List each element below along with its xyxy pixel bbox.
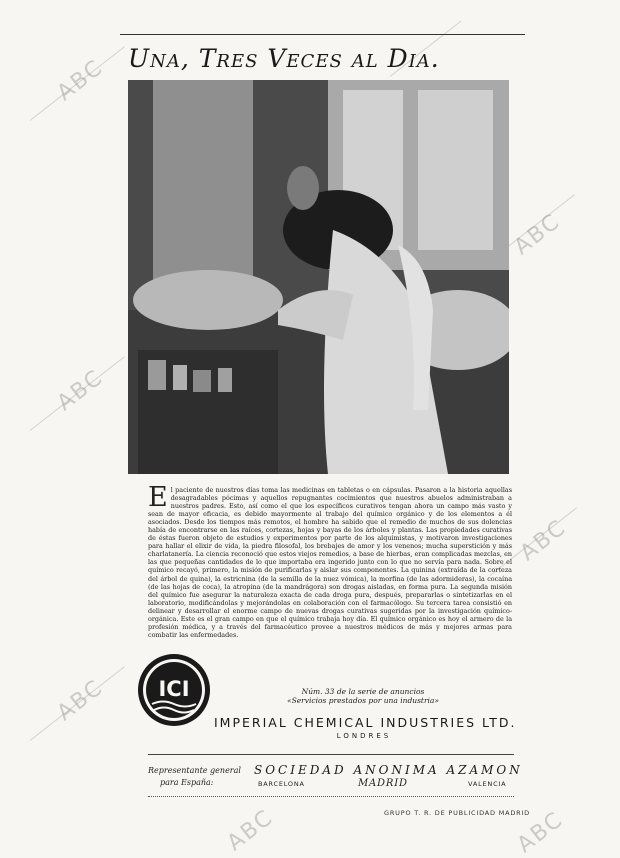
- drop-cap: E: [148, 486, 168, 513]
- watermark-line: [30, 666, 125, 741]
- city-madrid: MADRID: [358, 778, 408, 789]
- representative-name: SOCIEDAD ANONIMA AZAMON: [254, 763, 523, 777]
- logo-text: ICI: [158, 677, 190, 701]
- rep-label-line-2: para España:: [160, 778, 214, 787]
- city-valencia: VALENCIA: [468, 780, 507, 788]
- representative-cities: [254, 780, 516, 792]
- divider-rule: [148, 754, 514, 755]
- watermark: ABC: [509, 208, 566, 261]
- city-barcelona: BARCELONA: [258, 780, 305, 788]
- divider-dotted: [148, 796, 514, 797]
- watermark: ABC: [515, 514, 572, 567]
- series-line-1: Núm. 33 de la serie de anuncios: [301, 687, 425, 696]
- representative-label: [148, 765, 258, 789]
- watermark: ABC: [222, 804, 279, 857]
- series-caption: [248, 687, 478, 705]
- ad-photo: [128, 80, 509, 474]
- watermark: ABC: [52, 364, 109, 417]
- watermark: ABC: [512, 806, 569, 858]
- company-city: LONDRES: [336, 732, 392, 740]
- ad-title: Una, Tres Veces al Dia.: [128, 44, 440, 73]
- watermark-line: [30, 356, 125, 431]
- company-name: IMPERIAL CHEMICAL INDUSTRIES LTD.: [214, 715, 517, 730]
- ici-logo: [136, 652, 212, 728]
- top-rule: [120, 34, 525, 35]
- ad-body-paragraph: l paciente de nuestros días toma las medicinas en tabletas o en cápsulas. Pasaron a la historia aquellas desagradables pócimas y aquellos repugnantes cocimientos que nuestros abuelos administraban a nuestros padres. Esto, así como el que los específicos curativos tengan ahora un campo más vasto y sean de mayor eficacia, es debido mayormente al trabajo del químico orgánico y de los elementos a él asociados. Desde los tiempos más remotos, el hombre ha sabido que el remedio de muchos de sus dolencias había de encontrarse en las raíces, cortezas, hojas y bayas de los árboles y plantas. Las propiedades curativas de éstas fueron objeto de estudios y experimentos por parte de los alquimistas, y motivaron investigaciones para hallar el elixir de vida, la piedra filosofal, los brebajes de amor y los venenos; mucha superstición y más charlatanería. La ciencia reconoció que estos viejos remedios, a base de hierbas, eran complicadas mezclas, en las que pequeñas cantidades de lo que importaba era ingerido junto con lo que no servía para nada. Sobre el químico recayó, primero, la misión de purificarlas y aislar sus componentes. La quinina (extraída de la corteza del árbol de quina), la estricnina (de la semilla de la nuez vómica), la morfina (de las adormideras), la cocaína (de las hojas de coca), la atropina (de la mandrágora) son drogas aisladas, en forma pura. La segunda misión del químico fue asegurar la naturaleza exacta de cada droga pura, después, prepararlas o sintetizarlas en el laboratorio, modificándolas y mejorándolas en colaboración con el farmacólogo. Su tercera tarea consistió en delinear y desarrollar el enorme campo de nuevas drogas curativas sugeridas por la investigación químico-orgánica. Este es el gran campo en que el químico trabaja hoy día. El químico orgánico es hoy el armero de la profesión médica, y a través del farmacéutico provee a nuestros médicos de más y mejores armas para combatir las enfermedades.: [148, 486, 512, 639]
- agency-credit: GRUPO T. R. DE PUBLICIDAD MADRID: [384, 809, 530, 817]
- series-line-2: «Servicios prestados por una industria»: [286, 696, 439, 705]
- watermark: ABC: [52, 674, 109, 727]
- watermark: ABC: [52, 54, 109, 107]
- rep-label-line-1: Representante general: [148, 766, 241, 775]
- watermark-line: [30, 46, 125, 121]
- photo-illustration: [128, 80, 509, 474]
